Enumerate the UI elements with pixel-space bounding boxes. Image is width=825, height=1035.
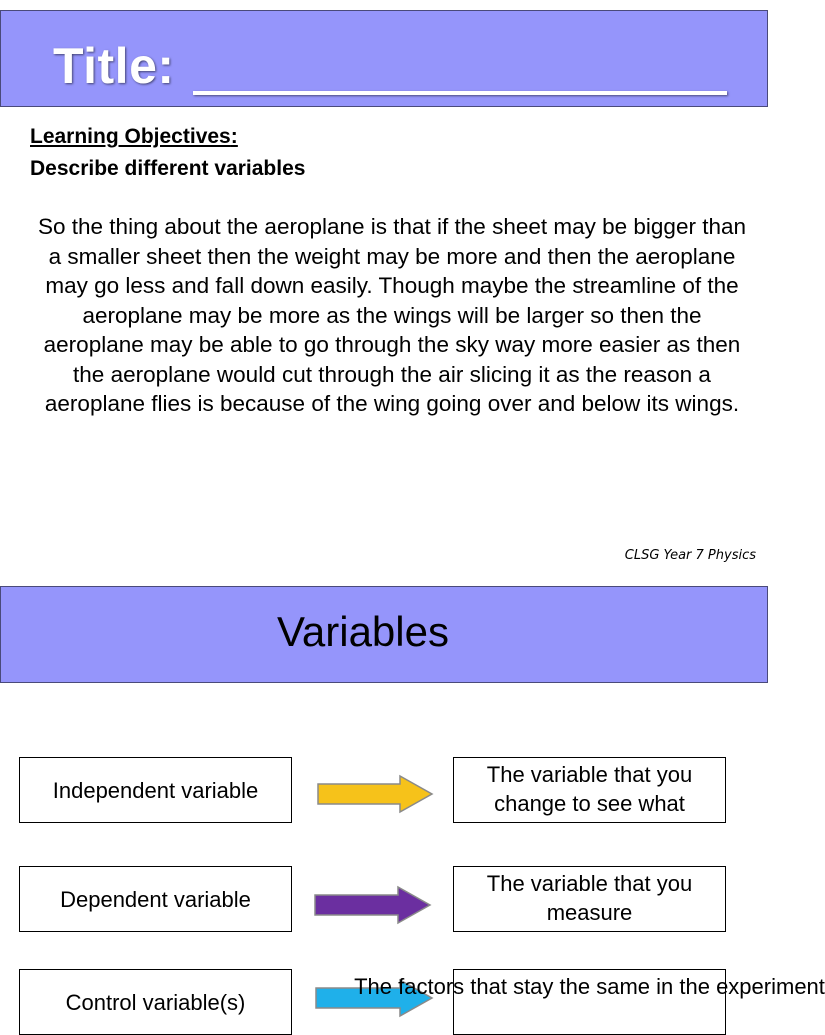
arrow-dependent-shape bbox=[315, 887, 430, 923]
learning-objectives-heading-text: Learning Objectives bbox=[30, 125, 231, 148]
title-label: Title: bbox=[53, 38, 175, 94]
definition-box-control bbox=[354, 969, 825, 1035]
definition-box-dependent bbox=[453, 866, 726, 932]
definition-dependent: The variable that you measure bbox=[486, 871, 693, 925]
term-box-control bbox=[19, 969, 292, 1035]
definition-independent: The variable that you change to see what bbox=[486, 762, 693, 816]
term-box-independent bbox=[19, 757, 292, 823]
title-blank-line bbox=[193, 91, 727, 95]
term-dependent: Dependent variable bbox=[60, 886, 251, 912]
learning-objectives-heading bbox=[30, 125, 238, 149]
definition-control: The factors that stay the same in the experiment bbox=[354, 974, 825, 999]
term-independent: Independent variable bbox=[52, 777, 259, 803]
footer-note: CLSG Year 7 Physics bbox=[624, 548, 756, 563]
learning-objective-item: Describe different variables bbox=[30, 157, 306, 180]
learning-objectives-colon: : bbox=[230, 125, 238, 148]
term-control: Control variable(s) bbox=[65, 989, 246, 1015]
arrow-right-icon bbox=[312, 885, 436, 925]
definition-box-independent bbox=[453, 757, 726, 823]
arrow-right-icon bbox=[312, 774, 436, 814]
title-banner bbox=[0, 10, 768, 107]
arrow-independent-shape bbox=[318, 776, 432, 812]
variables-heading: Variables bbox=[277, 608, 449, 655]
term-box-dependent bbox=[19, 866, 292, 932]
student-answer-paragraph: So the thing about the aeroplane is that if the sheet may be bigger than a smaller sheet then the weight may be more and then the aeroplane may go less and fall down easily. Though maybe the streamline of the aeroplane may be more as the wings will be larger so then the aeroplane may be able to go through the sky way more easier as then the aeroplane would cut through the air slicing it as the reason a aeroplane flies is because of the wing going over and below its wings. bbox=[38, 214, 746, 416]
